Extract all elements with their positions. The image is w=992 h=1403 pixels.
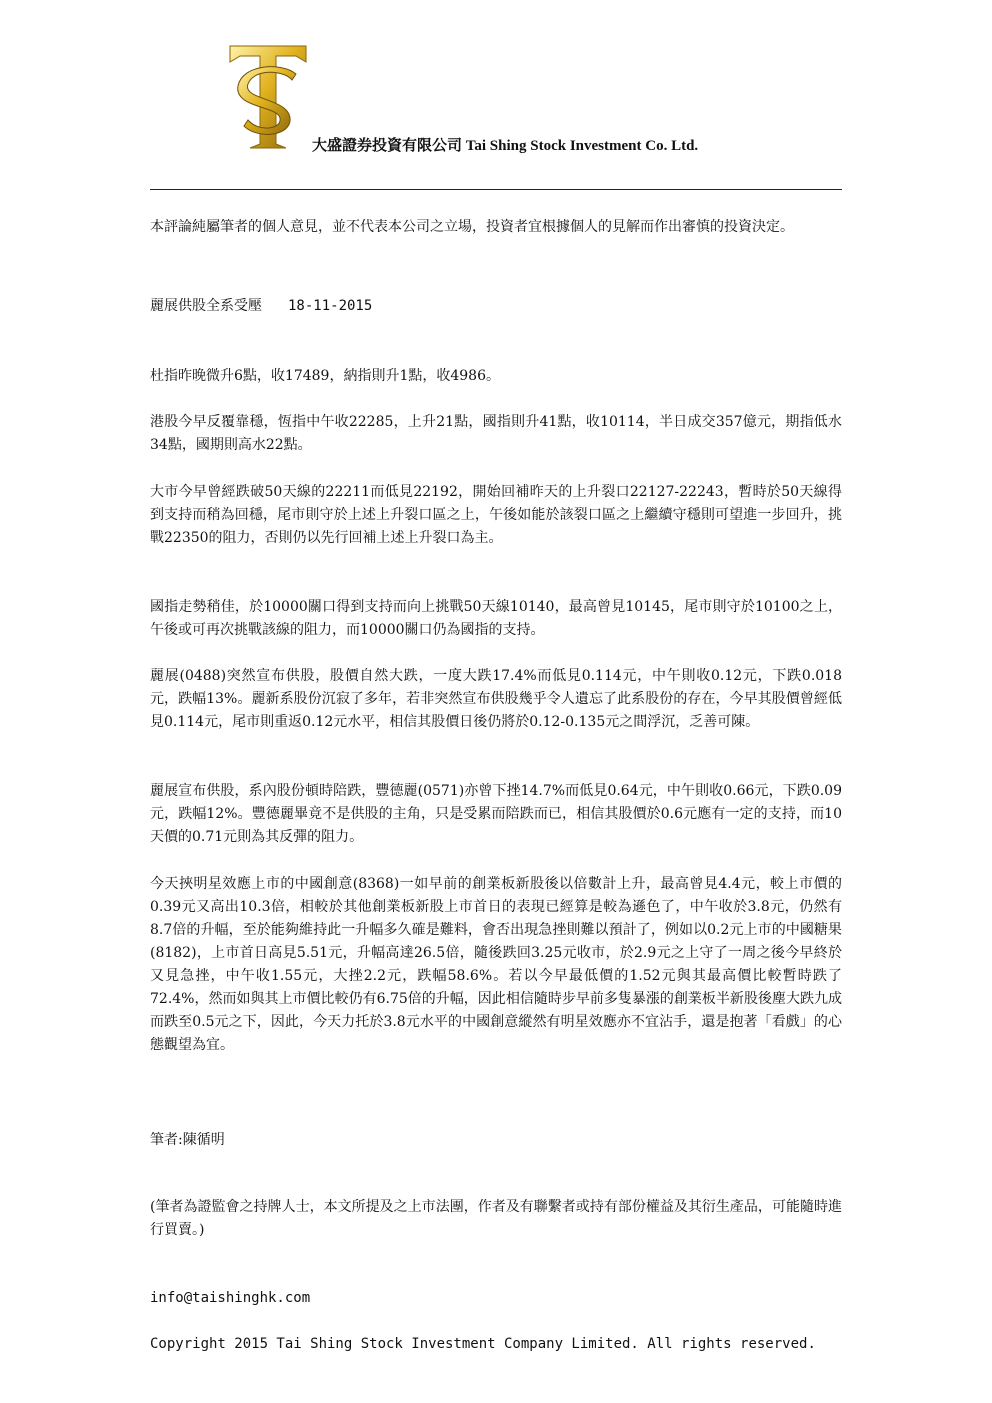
contact-email[interactable]: info@taishinghk.com: [150, 1290, 311, 1306]
paragraph-1: 杜指昨晚微升6點，收17489，納指則升1點，收4986。: [150, 368, 500, 384]
paragraph-7: 今天挾明星效應上市的中國創意(8368)一如早前的創業板新股後以倍數計上升，最高曾見4.4元，較上市價的0.39元又高出10.3倍，相較於其他創業板新股上市首日的表現已經算是較為遜色了，中午收於3.8元，仍然有8.7倍的升幅，至於能夠維持此一升幅多久確是難料，會否出現急挫則難以預計了，例如以0.2元上市的中國糖果(8182)，上市首日高見5.51元，升幅高達26.5倍，隨後跌回3.25元收市，於2.9元之上守了一周之後今早終於又見急挫，中午收1.55元，大挫2.2元，跌幅58.6%。若以今早最低價的1.52元與其最高價比較暫時跌了72.4%，然而如與其上市價比較仍有6.75倍的升幅，因此相信隨時步早前多隻暴漲的創業板半新股後塵大跌九成而跌至0.5元之下，因此，今天力托於3.8元水平的中國創意縱然有明星效應亦不宜沾手，還是抱著「看戲」的心態觀望為宜。: [150, 876, 842, 1053]
copyright: Copyright 2015 Tai Shing Stock Investment Company Limited. All rights reserved.: [150, 1336, 816, 1352]
author: 筆者:陳循明: [150, 1132, 225, 1148]
header-divider: [150, 189, 842, 190]
disclaimer: 本評論純屬筆者的個人意見，並不代表本公司之立場，投資者宜根據個人的見解而作出審慎的投資決定。: [150, 219, 794, 235]
paragraph-4: 國指走勢稍佳，於10000關口得到支持而向上挑戰50天線10140，最高曾見10145，尾市則守於10100之上，午後或可再次挑戰該線的阻力，而10000關口仍為國指的支持。: [150, 599, 842, 638]
article-date: 18-11-2015: [288, 298, 373, 314]
author-note: (筆者為證監會之持牌人士，本文所提及之上市法團，作者及有聯繫者或持有部份權益及其衍生產品，可能隨時進行買賣。): [150, 1199, 842, 1238]
paragraph-5: 麗展(0488)突然宣布供股，股價自然大跌，一度大跌17.4%而低見0.114元，中午則收0.12元，下跌0.018元，跌幅13%。麗新系股份沉寂了多年，若非突然宣布供股幾乎令人遺忘了此系股份的存在，今早其股價曾經低見0.114元，尾市則重返0.12元水平，相信其股價日後仍將於0.12-0.135元之間浮沉，乏善可陳。: [150, 668, 842, 730]
company-logo: [226, 40, 310, 152]
company-name: 大盛證券投資有限公司 Tai Shing Stock Investment Co. Ltd.: [312, 138, 699, 154]
paragraph-3: 大市今早曾經跌破50天線的22211而低見22192，開始回補昨天的上升裂口22127-22243，暫時於50天線得到支持而稍為回穩，尾市則守於上述上升裂口區之上，午後如能於該裂口區之上繼續守穩則可望進一步回升，挑戰22350的阻力，否則仍以先行回補上述上升裂口為主。: [150, 484, 842, 546]
article-heading: [150, 295, 842, 318]
paragraph-6: 麗展宣布供股，系內股份頓時陪跌，豐德麗(0571)亦曾下挫14.7%而低見0.64元，中午則收0.66元，下跌0.09元，跌幅12%。豐德麗畢竟不是供股的主角，只是受累而陪跌而已，相信其股價於0.6元應有一定的支持，而10天價的0.71元則為其反彈的阻力。: [150, 783, 842, 845]
article-title: 麗展供股全系受壓: [150, 298, 262, 314]
paragraph-2: 港股今早反覆靠穩，恆指中午收22285，上升21點，國指則升41點，收10114，半日成交357億元，期指低水34點，國期則高水22點。: [150, 414, 842, 453]
